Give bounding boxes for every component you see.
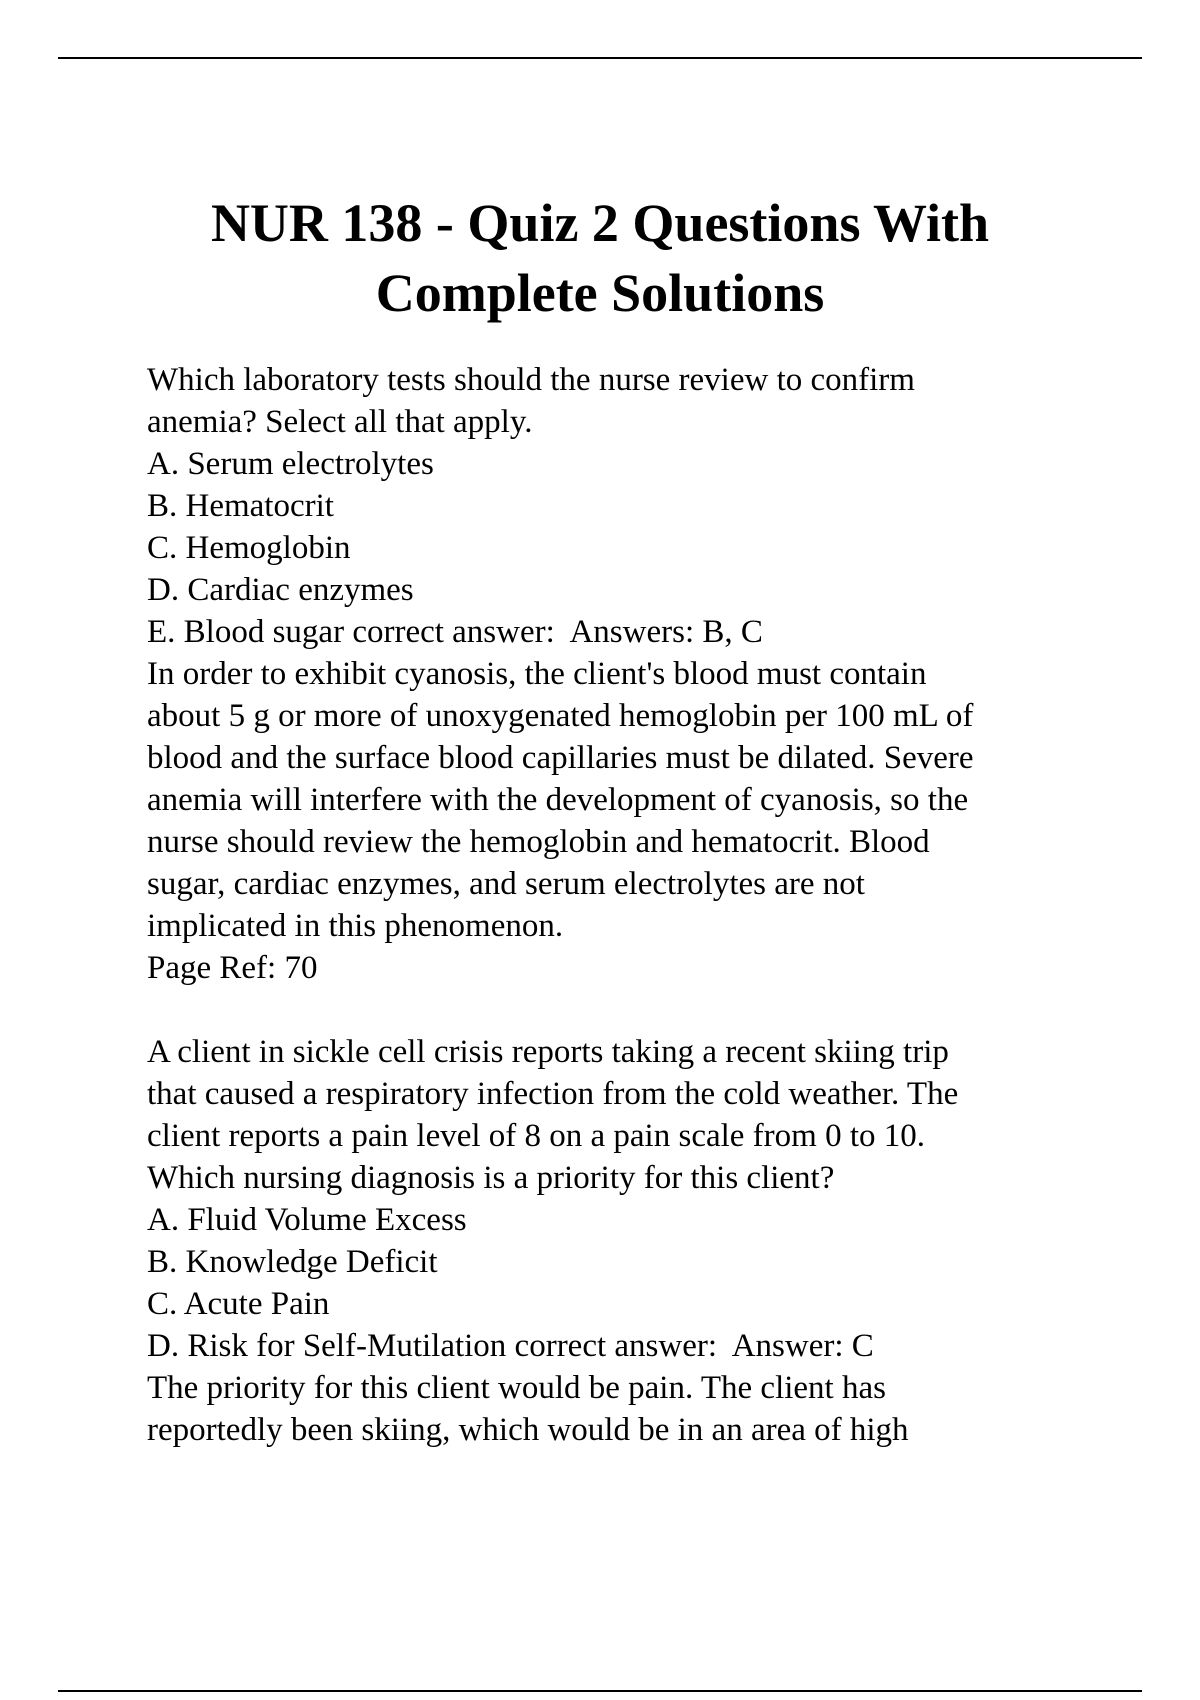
question-2 — [147, 1031, 1097, 1451]
q1-rationale-line-2: about 5 g or more of unoxygenated hemoglobin per 100 mL of — [147, 698, 974, 734]
q1-stem-line-1: Which laboratory tests should the nurse review to confirm — [147, 362, 915, 398]
q2-option-a: A. Fluid Volume Excess — [147, 1202, 467, 1238]
question-1 — [147, 359, 1097, 989]
q1-option-e-answer: E. Blood sugar correct answer: Answers: B, C — [147, 614, 763, 650]
q2-option-c: C. Acute Pain — [147, 1286, 330, 1322]
q1-rationale-line-1: In order to exhibit cyanosis, the client's blood must contain — [147, 656, 927, 692]
q2-stem-line-4: Which nursing diagnosis is a priority for this client? — [147, 1160, 835, 1196]
top-divider — [58, 57, 1142, 59]
page-title — [100, 188, 1100, 328]
bottom-divider — [58, 1690, 1142, 1692]
q1-option-d: D. Cardiac enzymes — [147, 572, 414, 608]
q2-rationale-line-1: The priority for this client would be pain. The client has — [147, 1370, 886, 1406]
q2-rationale-line-2: reportedly been skiing, which would be in an area of high — [147, 1412, 909, 1448]
q1-option-a: A. Serum electrolytes — [147, 446, 434, 482]
q1-rationale-line-3: blood and the surface blood capillaries must be dilated. Severe — [147, 740, 974, 776]
q1-rationale-line-4: anemia will interfere with the development of cyanosis, so the — [147, 782, 969, 818]
document-body — [147, 359, 1097, 1451]
q2-stem-line-2: that caused a respiratory infection from the cold weather. The — [147, 1076, 959, 1112]
q2-stem-line-3: client reports a pain level of 8 on a pain scale from 0 to 10. — [147, 1118, 925, 1154]
q2-option-d-answer: D. Risk for Self-Mutilation correct answer: Answer: C — [147, 1328, 874, 1364]
q1-option-b: B. Hematocrit — [147, 488, 334, 524]
q1-rationale-line-6: sugar, cardiac enzymes, and serum electrolytes are not — [147, 866, 865, 902]
q1-page-ref: Page Ref: 70 — [147, 950, 318, 986]
q1-stem-line-2: anemia? Select all that apply. — [147, 404, 533, 440]
q2-stem-line-1: A client in sickle cell crisis reports taking a recent skiing trip — [147, 1034, 949, 1070]
question-spacer — [147, 989, 1097, 1031]
q2-option-b: B. Knowledge Deficit — [147, 1244, 438, 1280]
title-line-1: NUR 138 - Quiz 2 Questions With — [210, 193, 990, 253]
q1-rationale-line-5: nurse should review the hemoglobin and hematocrit. Blood — [147, 824, 930, 860]
q1-option-c: C. Hemoglobin — [147, 530, 351, 566]
title-line-2: Complete Solutions — [375, 263, 825, 323]
q1-rationale-line-7: implicated in this phenomenon. — [147, 908, 564, 944]
